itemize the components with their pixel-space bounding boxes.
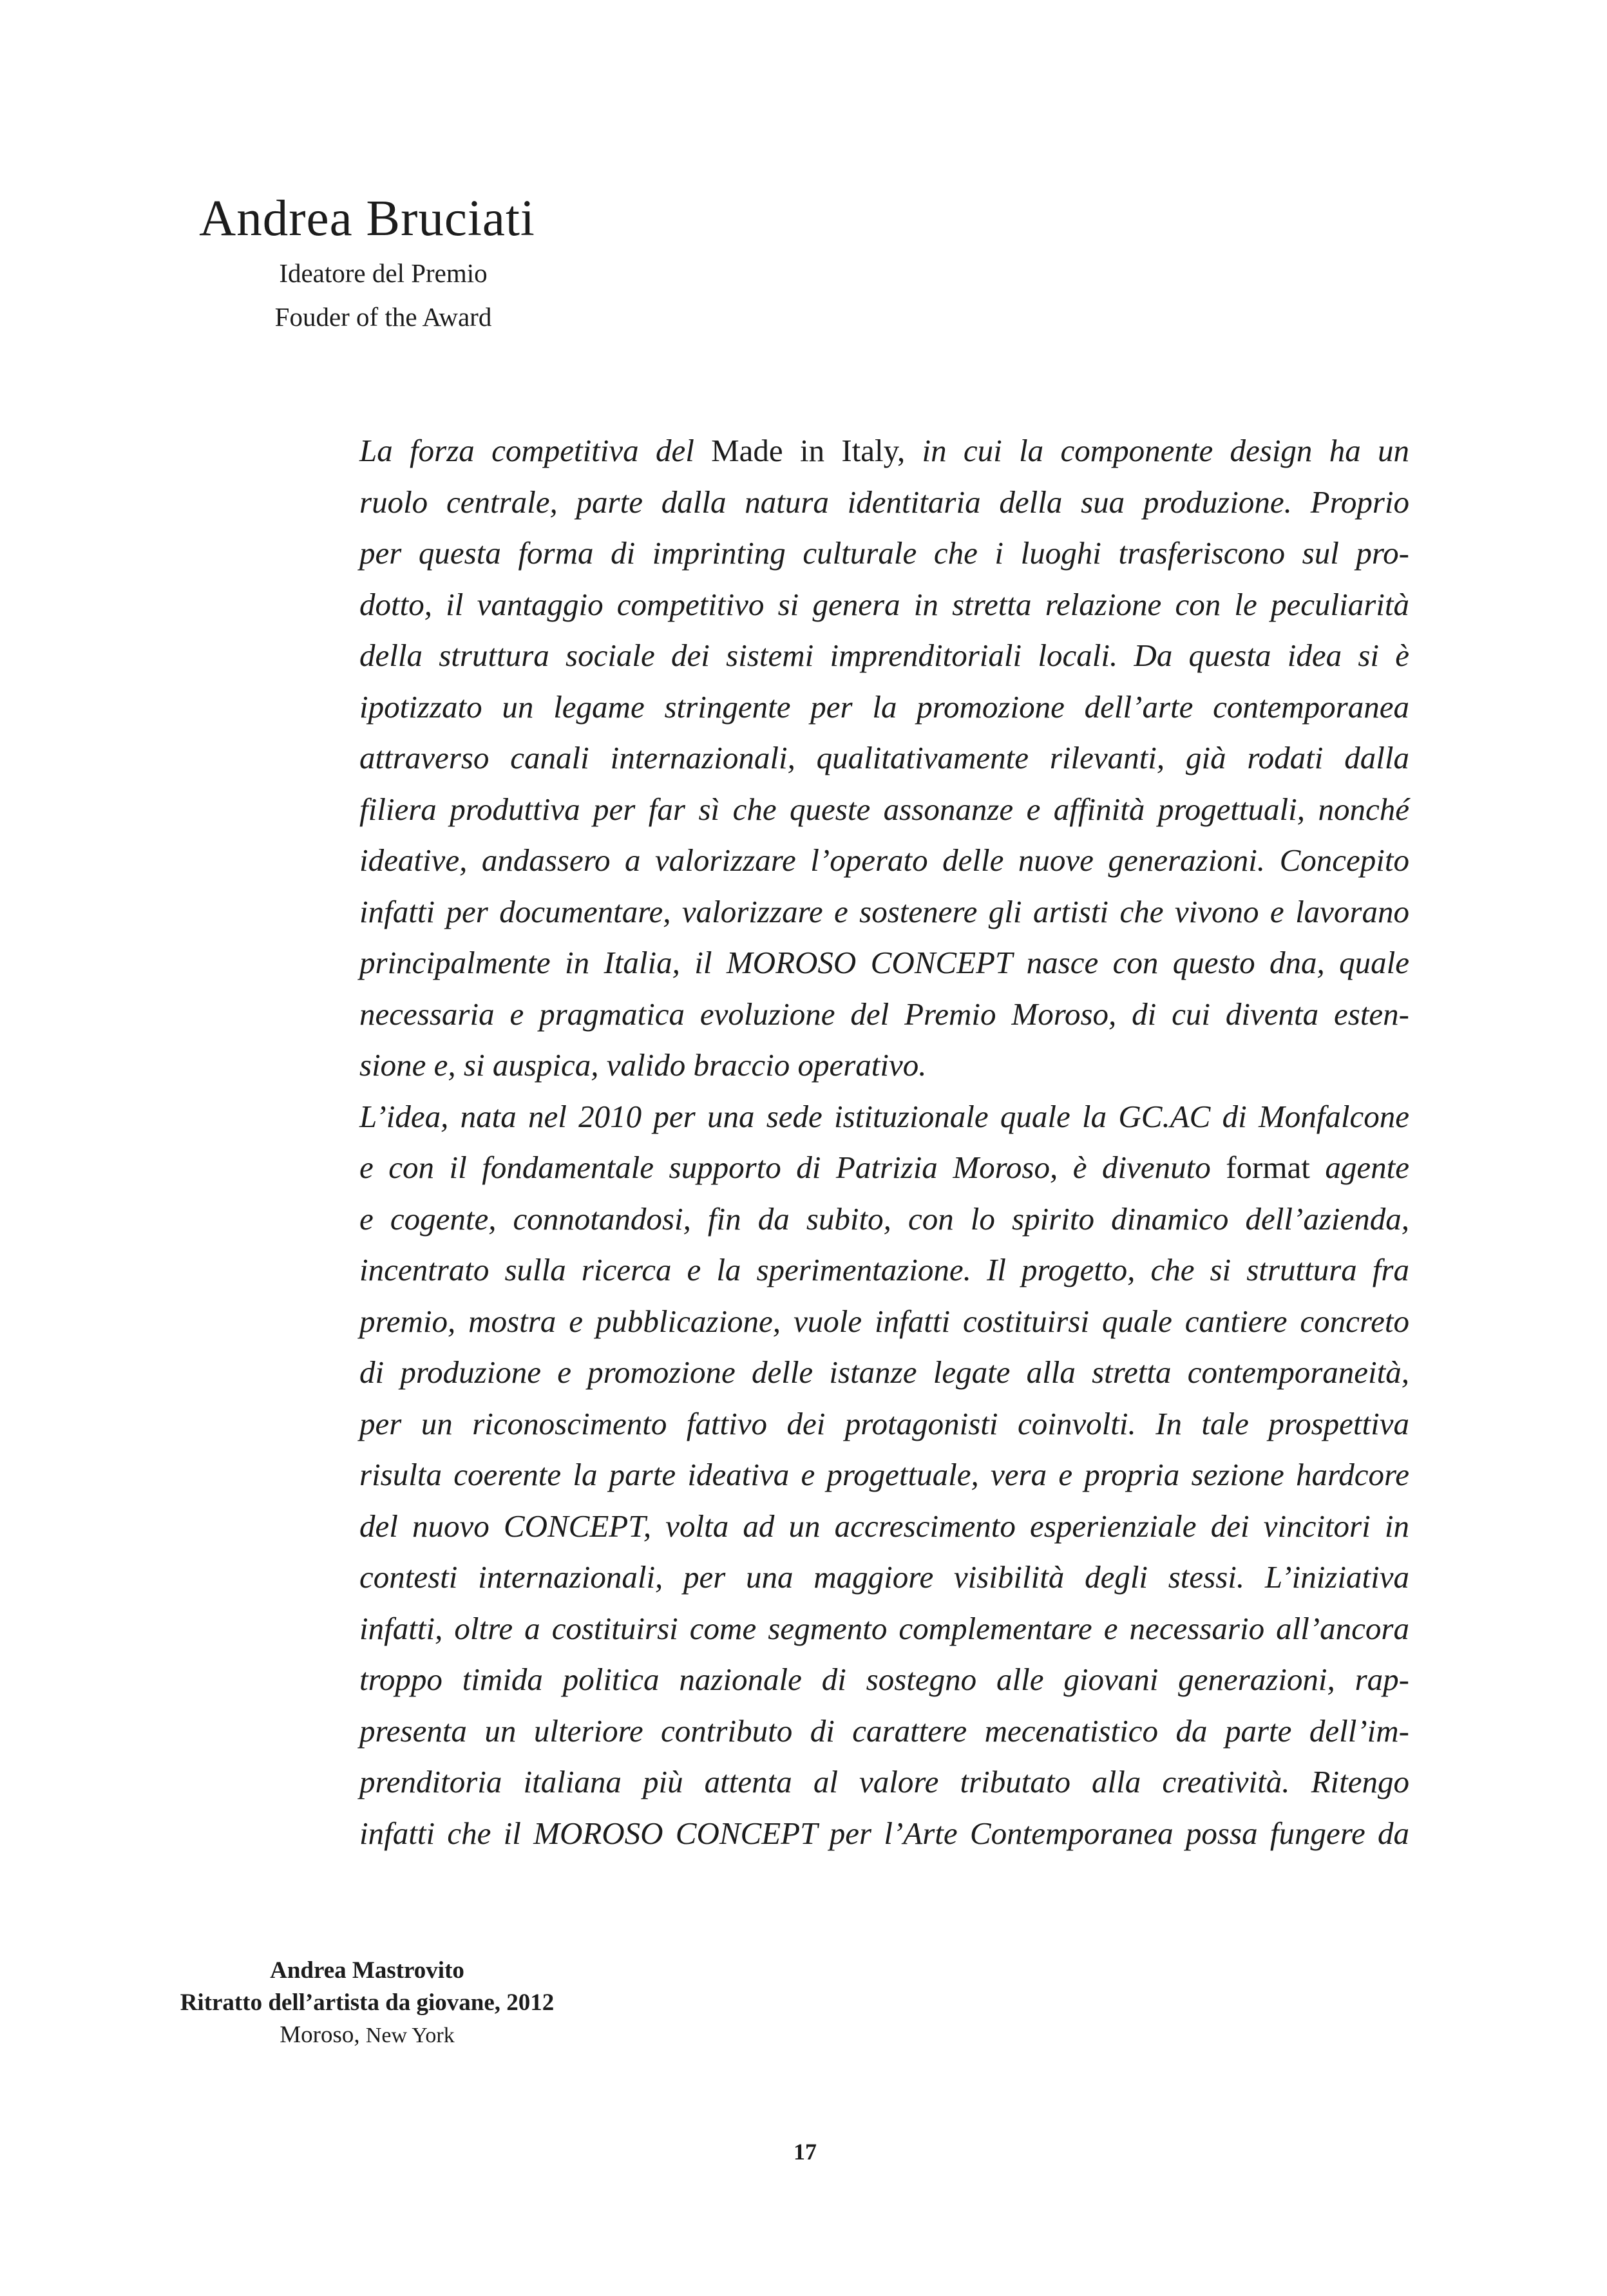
essay-line bbox=[359, 1142, 1409, 1193]
essay-line: della struttura sociale dei sistemi imprenditoriali locali. Da questa idea si è bbox=[359, 638, 1409, 673]
essay-line: attraverso canali internazionali, qualitativamente rilevanti, già rodati dalla bbox=[359, 740, 1409, 775]
caption-owner: Moroso, bbox=[280, 2022, 360, 2048]
essay-line: troppo timida politica nazionale di sostegno alle giovani generazioni, rap- bbox=[359, 1662, 1409, 1697]
essay-line: principalmente in Italia, il MOROSO CONCEPT nasce con questo dna, quale bbox=[359, 945, 1409, 980]
essay-line: necessaria e pragmatica evoluzione del Premio Moroso, di cui diventa esten- bbox=[359, 996, 1409, 1032]
essay-line: del nuovo CONCEPT, volta ad un accrescimento esperienziale dei vincitori in bbox=[359, 1508, 1409, 1544]
essay-line: incentrato sulla ricerca e la sperimentazione. Il progetto, che si struttura fra bbox=[359, 1252, 1409, 1287]
format-term: format bbox=[1226, 1150, 1310, 1185]
page-number: 17 bbox=[794, 2139, 817, 2165]
essay-text: e con il fondamentale supporto di Patrizia Moroso, è divenuto bbox=[359, 1150, 1226, 1185]
caption-location: New York bbox=[365, 2024, 455, 2047]
essay-line: dotto, il vantaggio competitivo si genera in stretta relazione con le peculiarità bbox=[359, 586, 1409, 622]
article-header bbox=[174, 187, 560, 339]
caption-artist: Andrea Mastrovito bbox=[270, 1957, 464, 1984]
author-role-english: Fouder of the Award bbox=[274, 302, 492, 332]
essay-line: per un riconoscimento fattivo dei protagonisti coinvolti. In tale prospettiva bbox=[359, 1405, 1409, 1441]
essay-line: sione e, si auspica, valido braccio operativo. bbox=[359, 1047, 927, 1083]
essay-line: ipotizzato un legame stringente per la promozione dell’arte contemporanea bbox=[359, 688, 1409, 725]
essay-line: presenta un ulteriore contributo di carattere mecenatistico da parte dell’im- bbox=[359, 1713, 1409, 1749]
caption-collection bbox=[155, 2019, 580, 2052]
essay-line bbox=[359, 425, 1409, 477]
essay-text: in cui la componente design ha un bbox=[905, 433, 1410, 468]
essay-line: premio, mostra e pubblicazione, vuole infatti costituirsi quale cantiere concreto bbox=[359, 1303, 1409, 1339]
essay-line: prenditoria italiana più attenta al valore tributato alla creatività. Ritengo bbox=[359, 1764, 1409, 1799]
essay-line: per questa forma di imprinting culturale che i luoghi trasferiscono sul pro- bbox=[359, 535, 1409, 571]
author-role-italian: Ideatore del Premio bbox=[279, 258, 488, 288]
essay-line: filiera produttiva per far sì che queste assonanze e affinità progettuali, nonché bbox=[359, 791, 1409, 827]
essay-line: ideative, andassero a valorizzare l’operato delle nuove generazioni. Concepito bbox=[359, 842, 1409, 878]
essay-text: agente bbox=[1309, 1150, 1409, 1185]
essay-line: infatti, oltre a costituirsi come segmento complementare e necessario all’ancora bbox=[359, 1610, 1409, 1646]
author-name: Andrea Bruciati bbox=[199, 191, 535, 247]
essay-line: L’idea, nata nel 2010 per una sede istituzionale quale la GC.AC di Monfalcone bbox=[359, 1098, 1409, 1134]
essay-line: infatti che il MOROSO CONCEPT per l’Arte Contemporanea possa fungere da bbox=[359, 1815, 1409, 1851]
caption-work-title: Ritratto dell’artista da giovane, 2012 bbox=[180, 1989, 555, 2016]
essay-line: infatti per documentare, valorizzare e sostenere gli artisti che vivono e lavorano bbox=[359, 893, 1409, 929]
essay-line: e cogente, connotandosi, fin da subito, con lo spirito dinamico dell’azienda, bbox=[359, 1200, 1409, 1237]
essay-body bbox=[359, 425, 1409, 1859]
made-in-italy-term: Made in Italy, bbox=[711, 433, 906, 468]
image-caption bbox=[155, 1955, 580, 2052]
essay-line: contesti internazionali, per una maggiore visibilità degli stessi. L’iniziativa bbox=[359, 1559, 1409, 1595]
essay-line: di produzione e promozione delle istanze legate alla stretta contemporaneità, bbox=[359, 1354, 1409, 1390]
essay-line: risulta coerente la parte ideativa e progettuale, vera e propria sezione hardcore bbox=[359, 1457, 1409, 1492]
essay-text: La forza competitiva del bbox=[359, 433, 712, 468]
essay-line: ruolo centrale, parte dalla natura identitaria della sua produzione. Proprio bbox=[359, 484, 1409, 520]
